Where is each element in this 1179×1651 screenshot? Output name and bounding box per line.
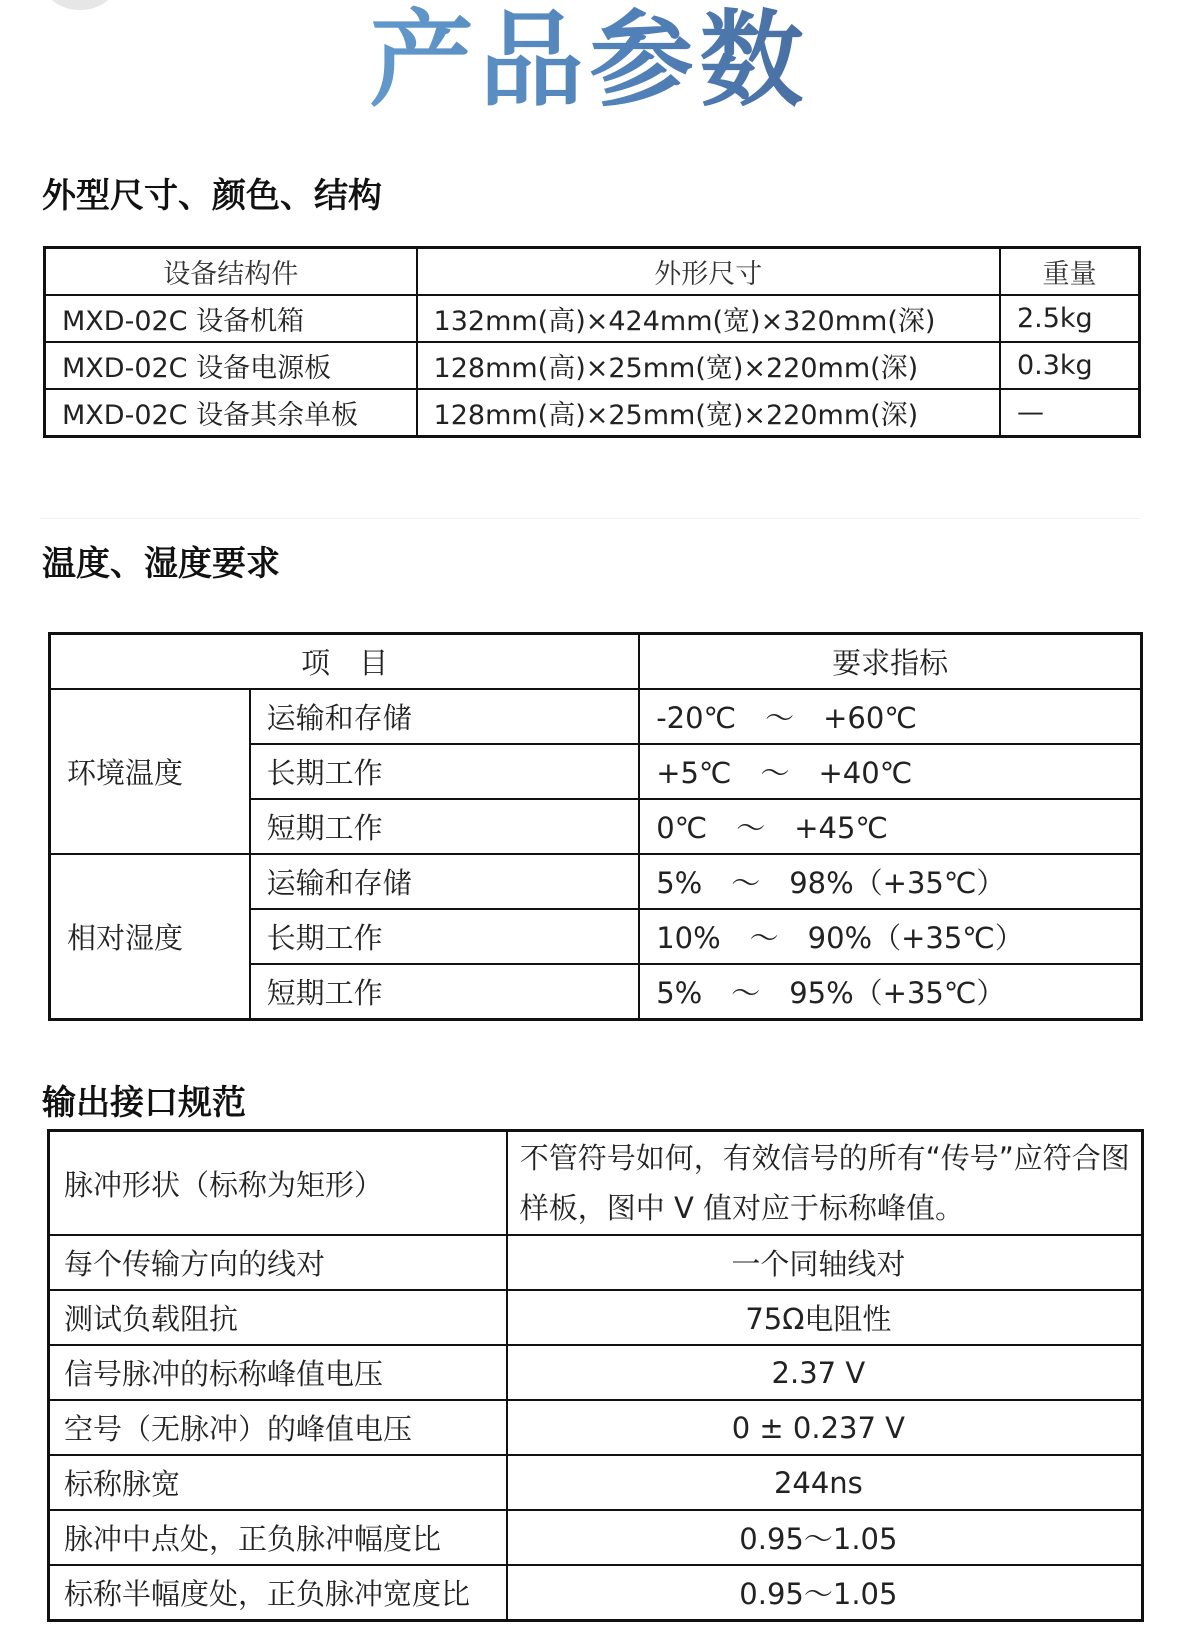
column-header: 重量 [1000,248,1140,296]
cell-weight: 0.3kg [1000,342,1140,389]
table-row [49,1400,1143,1455]
cell-part: MXD-02C 设备机箱 [45,295,417,342]
cell-parameter: 标称脉宽 [49,1455,507,1510]
cell-size: 132mm(高)×424mm(宽)×320mm(深) [417,295,1000,342]
cell-condition: 长期工作 [250,744,640,799]
column-header: 项 目 [50,634,640,690]
column-header: 要求指标 [639,634,1141,690]
cell-condition: 长期工作 [250,909,640,964]
cell-value: 2.37 V [507,1345,1143,1400]
table-header-row [50,634,1142,690]
cell-value: 0.95～1.05 [507,1565,1143,1621]
table-row [50,689,1142,744]
table-row [49,1131,1143,1236]
cell-weight: — [1000,389,1140,437]
cell-condition: 短期工作 [250,799,640,854]
table-row [50,854,1142,909]
output-interface-table [47,1129,1144,1622]
cell-requirement: 0℃ ～ +45℃ [639,799,1141,854]
cell-weight: 2.5kg [1000,295,1140,342]
cell-value: 一个同轴线对 [507,1235,1143,1290]
group-label-humidity: 相对湿度 [50,854,250,1020]
section-divider [40,518,1140,519]
cell-parameter: 测试负载阻抗 [49,1290,507,1345]
section-title-dimensions: 外型尺寸、颜色、结构 [42,176,382,216]
cell-parameter: 每个传输方向的线对 [49,1235,507,1290]
table-row [49,1345,1143,1400]
page-title: 产品参数 [0,0,1179,120]
cell-requirement: 10% ～ 90%（+35℃） [639,909,1141,964]
cell-requirement: 5% ～ 95%（+35℃） [639,964,1141,1020]
table-row [45,295,1140,342]
cell-value: 75Ω电阻性 [507,1290,1143,1345]
cell-parameter: 信号脉冲的标称峰值电压 [49,1345,507,1400]
cell-requirement: +5℃ ～ +40℃ [639,744,1141,799]
table-row [45,342,1140,389]
cell-parameter: 标称半幅度处，正负脉冲宽度比 [49,1565,507,1621]
cell-value: 不管符号如何，有效信号的所有“传号”应符合图样板，图中 V 值对应于标称峰值。 [507,1131,1143,1236]
table-row [49,1565,1143,1621]
cell-value: 244ns [507,1455,1143,1510]
column-header: 外形尺寸 [417,248,1000,296]
table-row [49,1235,1143,1290]
table-row [49,1510,1143,1565]
cell-parameter: 脉冲中点处，正负脉冲幅度比 [49,1510,507,1565]
cell-requirement: 5% ～ 98%（+35℃） [639,854,1141,909]
cell-parameter: 空号（无脉冲）的峰值电压 [49,1400,507,1455]
cell-value: 0.95～1.05 [507,1510,1143,1565]
cell-value: 0 ± 0.237 V [507,1400,1143,1455]
cell-condition: 运输和存储 [250,689,640,744]
cell-part: MXD-02C 设备电源板 [45,342,417,389]
dimensions-table [43,246,1141,438]
environment-table [48,632,1143,1021]
group-label-temperature: 环境温度 [50,689,250,854]
cell-size: 128mm(高)×25mm(宽)×220mm(深) [417,389,1000,437]
section-title-output-interface: 输出接口规范 [42,1083,246,1123]
cell-size: 128mm(高)×25mm(宽)×220mm(深) [417,342,1000,389]
cell-part: MXD-02C 设备其余单板 [45,389,417,437]
cell-condition: 运输和存储 [250,854,640,909]
table-row [49,1455,1143,1510]
cell-requirement: -20℃ ～ +60℃ [639,689,1141,744]
section-title-environment: 温度、湿度要求 [42,544,280,584]
table-row [49,1290,1143,1345]
cell-condition: 短期工作 [250,964,640,1020]
table-row [45,389,1140,437]
column-header: 设备结构件 [45,248,417,296]
cell-parameter: 脉冲形状（标称为矩形） [49,1131,507,1236]
table-header-row [45,248,1140,296]
